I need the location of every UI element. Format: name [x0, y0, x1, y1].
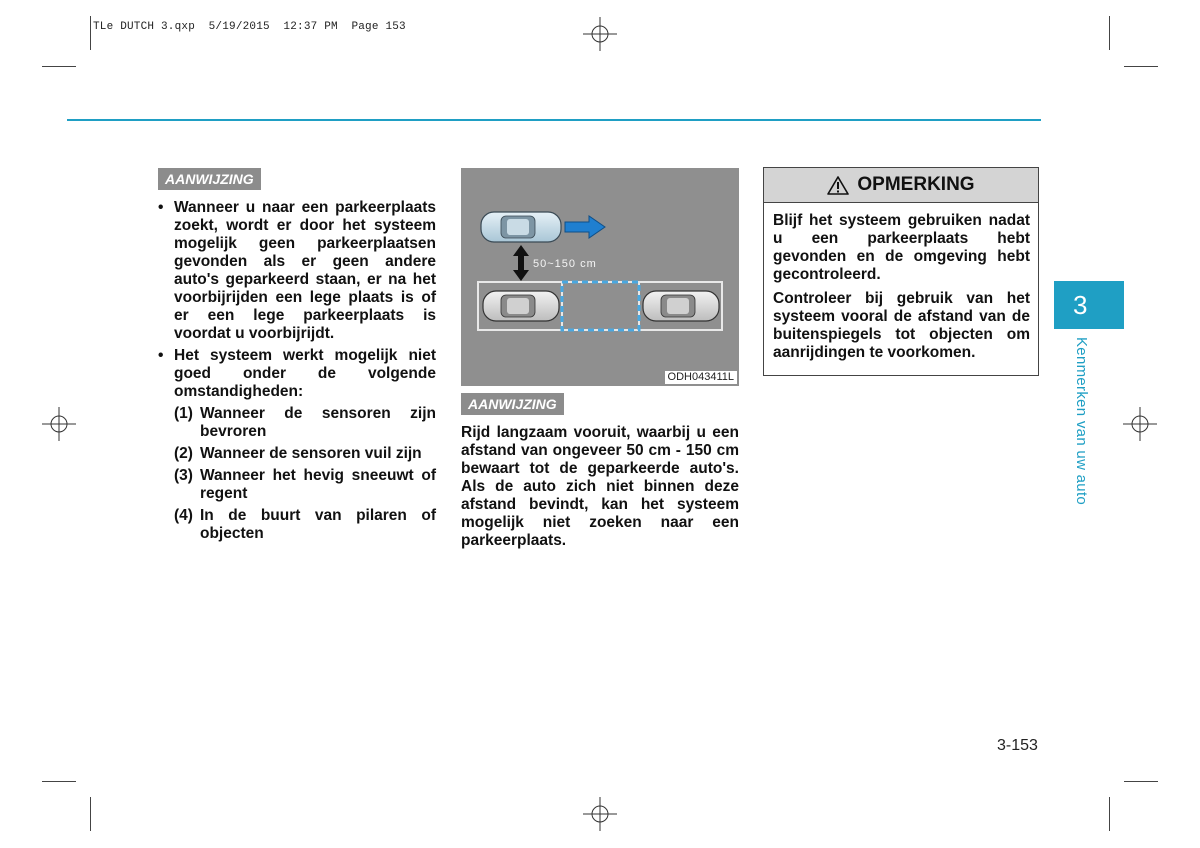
- crop-mark: [1124, 781, 1158, 782]
- condition-number: (2): [174, 445, 193, 462]
- crop-mark: [1109, 16, 1110, 50]
- chapter-tab: 3: [1054, 281, 1124, 329]
- crop-mark: [1124, 66, 1158, 67]
- warning-paragraph: Controleer bij gebruik van het systeem vooral de afstand van de buitenspiegels tot objecten om aanrijdingen te voorkomen.: [773, 290, 1030, 361]
- registration-mark-icon: [583, 797, 617, 831]
- note-text: [158, 199, 436, 543]
- crop-mark: [1109, 797, 1110, 831]
- distance-label: 50~150 cm: [533, 258, 597, 270]
- parked-car-icon: [483, 291, 559, 321]
- warning-triangle-icon: [827, 176, 849, 195]
- condition-item: [174, 445, 436, 463]
- registration-mark-icon: [42, 407, 76, 441]
- arrow-right-icon: [565, 216, 605, 238]
- bullet-text: Het systeem werkt mogelijk niet goed onder de volgende omstandigheden:: [174, 347, 436, 400]
- warning-header: [764, 168, 1038, 203]
- left-column: [158, 168, 436, 547]
- condition-text: In de buurt van pilaren of objecten: [200, 507, 436, 542]
- crop-mark: [42, 66, 76, 67]
- crop-mark: [42, 781, 76, 782]
- condition-item: [174, 507, 436, 543]
- note-badge: AANWIJZING: [158, 168, 261, 190]
- condition-text: Wanneer de sensoren vuil zijn: [200, 445, 422, 462]
- condition-item: [174, 405, 436, 441]
- empty-spot: [562, 282, 639, 330]
- warning-paragraph: Blijf het systeem gebruiken nadat u een parkeerplaats hebt gevonden en de omgeving hebt gecontroleerd.: [773, 212, 1030, 283]
- warning-title: OPMERKING: [857, 174, 975, 195]
- registration-mark-icon: [1123, 407, 1157, 441]
- distance-arrow-icon: [513, 245, 529, 281]
- note-badge: AANWIJZING: [461, 393, 564, 415]
- header-rule: [67, 119, 1041, 121]
- page-number: 3-153: [997, 737, 1038, 754]
- condition-number: (4): [174, 507, 193, 524]
- parking-diagram: [461, 168, 739, 386]
- condition-number: (1): [174, 405, 193, 422]
- parked-car-icon: [643, 291, 719, 321]
- figure-code: ODH043411L: [665, 371, 737, 384]
- middle-note: [461, 393, 739, 550]
- moving-car-icon: [481, 212, 561, 242]
- parking-illustration: [461, 168, 739, 386]
- note-text: Rijd langzaam vooruit, waarbij u een afstand van ongeveer 50 cm - 150 cm bewaart tot de geparkeerde auto's. Als de auto zich niet binnen deze afstand bevindt, kan het systeem mogelijk niet zoeken naar een parkeerplaats.: [461, 424, 739, 549]
- condition-text: Wanneer de sensoren zijn bevroren: [200, 405, 436, 440]
- condition-number: (3): [174, 467, 193, 484]
- registration-mark-icon: [583, 17, 617, 51]
- bullet-text: Wanneer u naar een parkeerplaats zoekt, wordt er door het systeem mogelijk geen parkeerplaatsen gevonden als er geen andere auto's geparkeerd staan, er na het voorbijrijden een lege plaats is of er een lege parkeerplaats is voordat u voorbijrijdt.: [174, 199, 436, 342]
- crop-mark: [90, 797, 91, 831]
- warning-box: [763, 167, 1039, 376]
- print-slug: TLe DUTCH 3.qxp 5/19/2015 12:37 PM Page 153: [93, 21, 406, 33]
- list-item: [158, 199, 436, 343]
- crop-mark: [90, 16, 91, 50]
- condition-text: Wanneer het hevig sneeuwt of regent: [200, 467, 436, 502]
- chapter-title: Kenmerken van uw auto: [1073, 337, 1090, 506]
- bullet-dot: •: [158, 347, 164, 364]
- warning-body: [764, 203, 1038, 362]
- condition-item: [174, 467, 436, 503]
- list-item: [158, 347, 436, 401]
- bullet-dot: •: [158, 199, 164, 216]
